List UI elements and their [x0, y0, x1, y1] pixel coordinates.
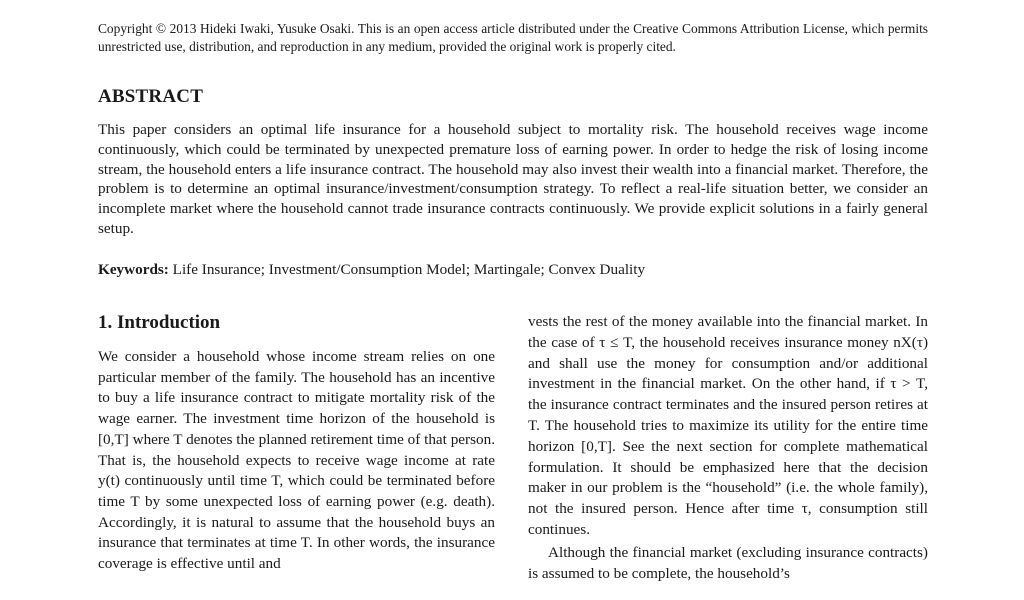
abstract-heading: ABSTRACT	[98, 86, 204, 107]
abstract-text: This paper considers an optimal life insurance for a household subject to mortality risk. The household receives wage income continuously, which could be terminated by unexpected premature loss of earning power. In order to hedge the risk of losing income stream, the household enters a life insurance contract. The household may also invest their wealth into a financial market. Therefore, the problem is to determine an optimal insurance/investment/consumption strategy. To reflect a real-life situation better, we consider an incomplete market where the household cannot trade insurance contracts continuously. We provide explicit solutions in a fairly general setup.	[98, 121, 928, 237]
intro-paragraph-left: We consider a household whose income stream relies on one particular member of the family. The household has an incentive to buy a life insurance contract to mitigate mortality risk of the wage earner. The investment time horizon of the household is [0,T] where T denotes the planned retirement time of that person. That is, the household expects to receive wage income at rate y(t) continuously until time T, which could be terminated before time T by some unexpected loss of earning power (e.g. death). Accordingly, it is natural to assume that the household buys an insurance that terminates at time T. In other words, the insurance coverage is effective until and	[98, 348, 495, 573]
intro-paragraph-right-1: vests the rest of the money available into the financial market. In the case of τ ≤ T, the household receives insurance money nX(τ) and shall use the money for consumption and/or additional investment in the financial market. On the other hand, if τ > T, the insurance contract terminates and the insured person retires at T. The household tries to maximize its utility for the entire time horizon [0,T]. See the next section for complete mathematical formulation. It should be emphasized here that the decision maker in our problem is the “household” (i.e. the whole family), not the insured person. Hence after time τ, consumption still continues.	[528, 313, 928, 538]
keywords-text: Life Insurance; Investment/Consumption Model; Martingale; Convex Duality	[168, 261, 646, 278]
keywords-label: Keywords:	[98, 261, 169, 278]
copyright-notice: Copyright © 2013 Hideki Iwaki, Yusuke Osaki. This is an open access article distributed under the Creative Commons Attribution License, which permits unrestricted use, distribution, and reproduction in any medium, provided the original work is properly cited.	[98, 21, 928, 54]
keywords-line	[98, 260, 928, 280]
section-title-introduction: 1. Introduction	[98, 312, 221, 333]
left-column	[98, 312, 495, 575]
intro-paragraph-right-2: Although the financial market (excluding insurance contracts) is assumed to be complete, the household’s	[528, 543, 928, 582]
right-column	[528, 312, 928, 584]
